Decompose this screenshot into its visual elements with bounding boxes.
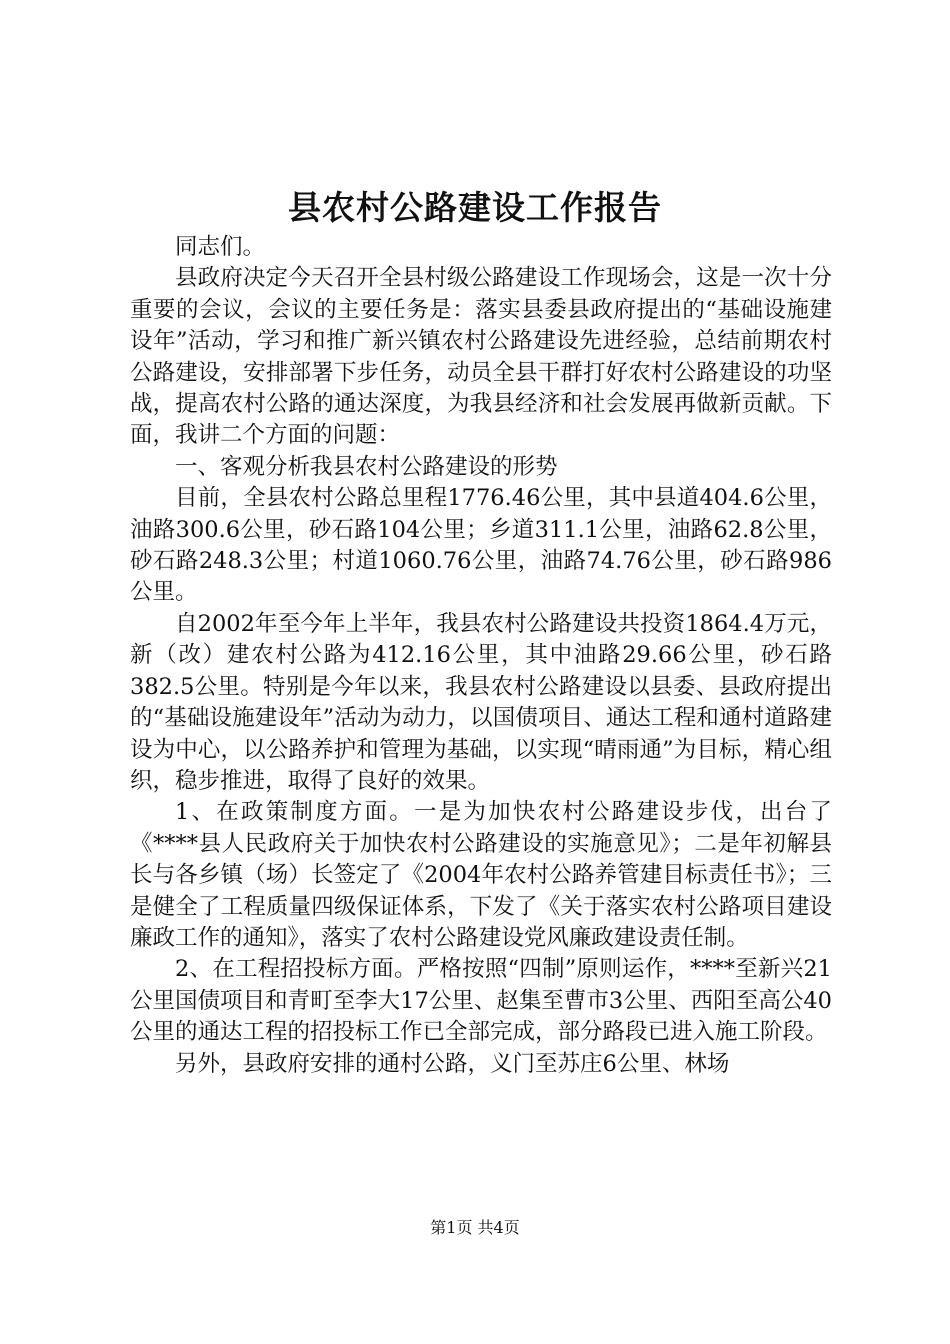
bidding-paragraph: 2、在工程招投标方面。严格按照“四制”原则运作，****至新兴21公里国债项目和青町至李大17公里、赵集至曹市3公里、西阳至高公40公里的通达工程的招投标工作已全部完成，部分路段已进入施工阶段。 <box>130 956 832 1046</box>
page-number-footer: 第1页 共4页 <box>430 1218 520 1237</box>
mileage-paragraph: 目前，全县农村公路总里程1776.46公里，其中县道404.6公里，油路300.6公里，砂石路104公里；乡道311.1公里，油路62.8公里，砂石路248.3公里；村道1060.76公里，油路74.76公里，砂石路986公里。 <box>130 485 832 606</box>
salutation-paragraph: 同志们。 <box>175 234 266 260</box>
section-heading: 一、客观分析我县农村公路建设的形势 <box>175 453 558 480</box>
investment-paragraph: 自2002年至今年上半年，我县农村公路建设共投资1864.4万元，新（改）建农村公路为412.16公里，其中油路29.66公里，砂石路382.5公里。特别是今年以来，我县农村公路建设以县委、县政府提出的“基础设施建设年”活动为动力，以国债项目、通达工程和通村道路建设为中心，以公路养护和管理为基础，以实现“晴雨通”为目标，精心组织，稳步推进，取得了良好的效果。 <box>130 610 832 794</box>
additional-paragraph: 另外，县政府安排的通村公路，义门至苏庄6公里、林场 <box>175 1050 730 1077</box>
intro-paragraph: 县政府决定今天召开全县村级公路建设工作现场会，这是一次十分重要的会议，会议的主要任务是：落实县委县政府提出的“基础设施建设年”活动，学习和推广新兴镇农村公路建设先进经验，总结前期农村公路建设，安排部署下步任务，动员全县干群打好农村公路建设的功坚战，提高农村公路的通达深度，为我县经济和社会发展再做新贡献。下面，我讲二个方面的问题： <box>130 265 832 449</box>
document-title: 县农村公路建设工作报告 <box>288 188 662 227</box>
policy-paragraph: 1、在政策制度方面。一是为加快农村公路建设步伐，出台了《****县人民政府关于加快农村公路建设的实施意见》；二是年初解县长与各乡镇（场）长签定了《2004年农村公路养管建目标责任书》；三是健全了工程质量四级保证体系，下发了《关于落实农村公路项目建设廉政工作的通知》，落实了农村公路建设党风廉政建设责任制。 <box>130 799 832 951</box>
document-body <box>130 232 832 1080</box>
